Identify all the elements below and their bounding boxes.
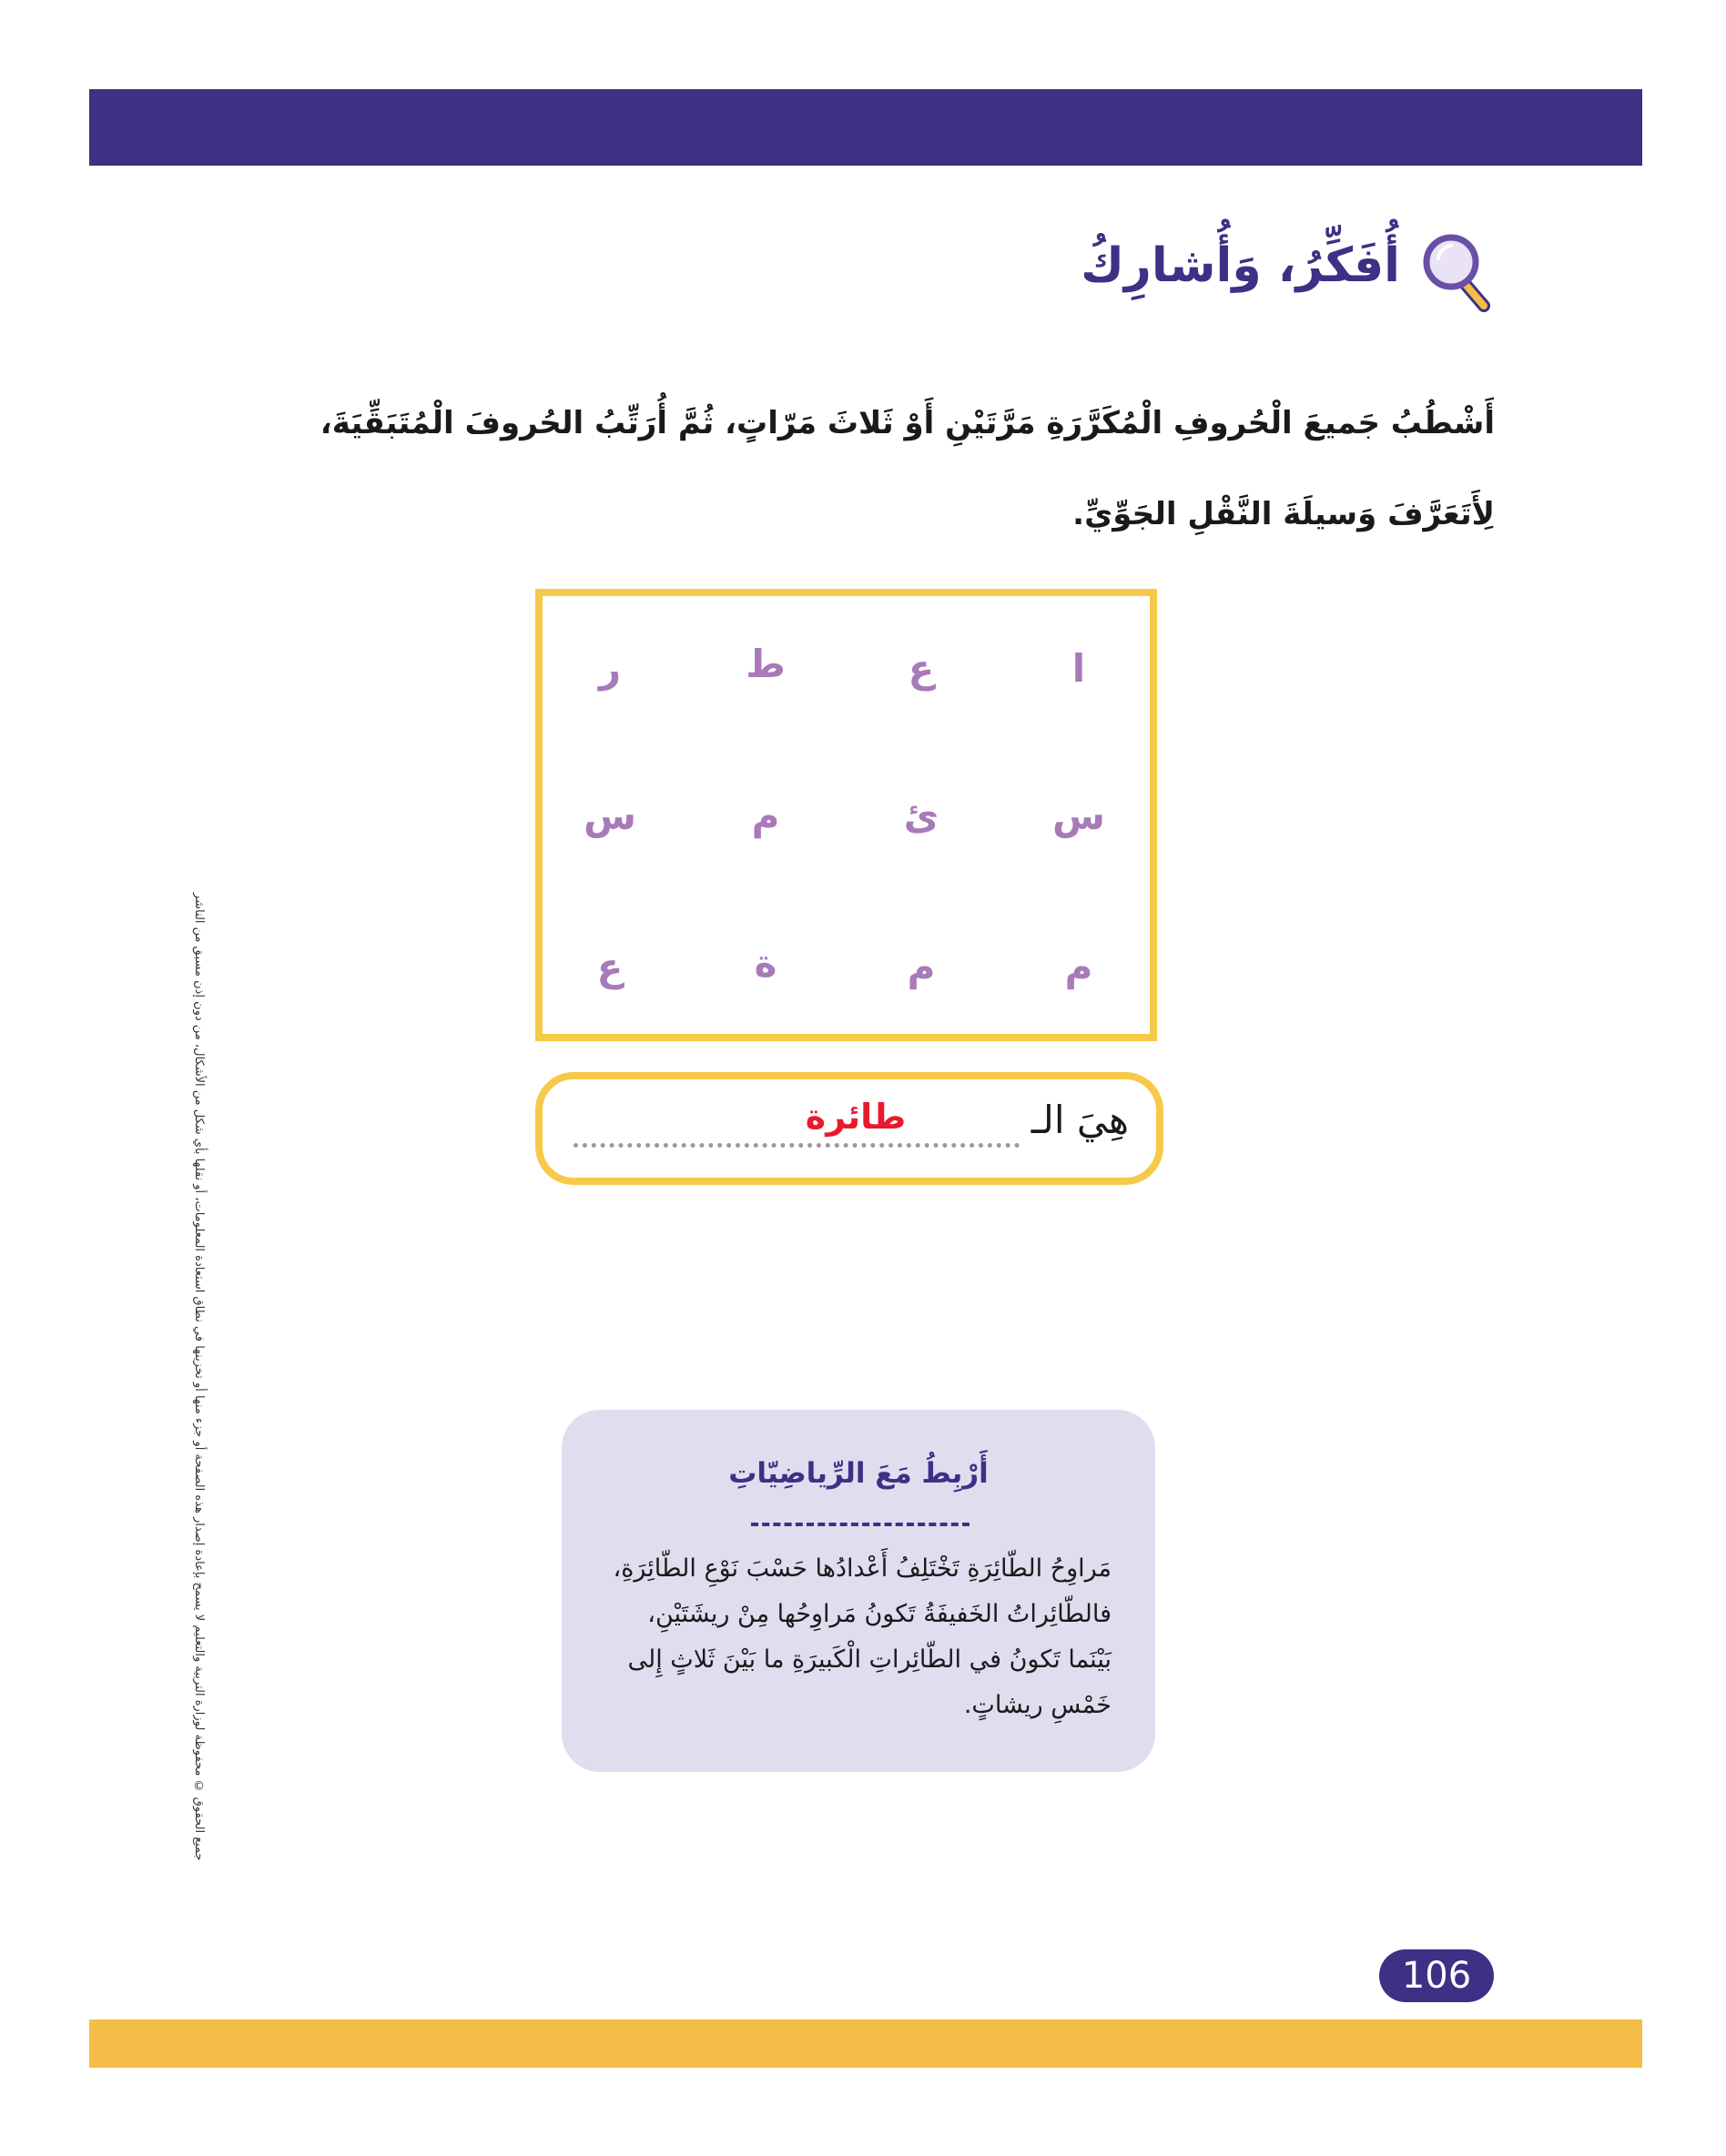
answer-word: طائرة [805, 1097, 907, 1137]
grid-letter[interactable]: ر [598, 646, 622, 691]
grid-letter[interactable]: م [907, 945, 936, 989]
section-title: أُفَكِّرُ، وَأُشارِكُ [1081, 238, 1400, 293]
grid-letter[interactable]: س [584, 794, 636, 838]
answer-prefix: هِيَ الـ [1031, 1098, 1129, 1142]
answer-blank-line[interactable] [574, 1143, 1020, 1148]
top-banner [89, 89, 1642, 166]
bottom-banner [89, 2019, 1642, 2068]
instruction-text: أَشْطُبُ جَميعَ الْحُروفِ الْمُكَرَّرَةِ مَرَّتَيْنِ أَوْ ثَلاثَ مَرّاتٍ، ثُمَّ أُرَتِّبُ الحُروفَ الْمُتَبَقِّيَةَ، لِأَتَعَرَّفَ وَسيلَةَ النَّقْلِ الجَوِّيِّ. [320, 405, 1495, 532]
grid-letter[interactable]: ط [746, 642, 786, 686]
magnifier-icon [1420, 229, 1493, 313]
math-connection-box [562, 1410, 1155, 1772]
title-dash-divider [751, 1523, 970, 1526]
grid-letter[interactable]: ا [1071, 646, 1086, 691]
grid-letter[interactable]: ئ [903, 794, 939, 838]
grid-letter[interactable]: ع [596, 945, 624, 989]
math-box-title: أَرْبِطُ مَعَ الرِّياضِيّاتِ [728, 1457, 989, 1490]
grid-letter[interactable]: ع [908, 646, 935, 691]
math-box-text: مَراوِحُ الطّائِرَةِ تَخْتَلِفُ أَعْدادُها حَسْبَ نَوْعِ الطّائِرَةِ، فالطّائِراتُ الخَفيفَةُ تَكونُ مَراوِحُها مِنْ ريشَتَيْنِ، بَيْنَما تَكونُ في الطّائِراتِ الْكَبيرَةِ ما بَيْنَ ثَلاثٍ إِلى خَمْسِ ريشاتٍ. [613, 1554, 1112, 1719]
grid-letter[interactable]: س [1052, 794, 1105, 838]
page-number: 106 [1379, 1949, 1494, 2002]
grid-letter[interactable]: م [1064, 945, 1093, 989]
grid-letter[interactable]: م [751, 794, 780, 838]
copyright-notice: جميع الحقوق © محفوظة لوزارة التربية والتعليم لا يسمح بإعادة إصدار هذه الصفحة أو جزء منها أو تخزينها في نطاق استعادة المعلومات، أو نقلها بأي شكل من الأشكال، من دون إذن مسبق من الناشر [192, 893, 206, 1861]
grid-letter[interactable]: ة [754, 941, 777, 986]
